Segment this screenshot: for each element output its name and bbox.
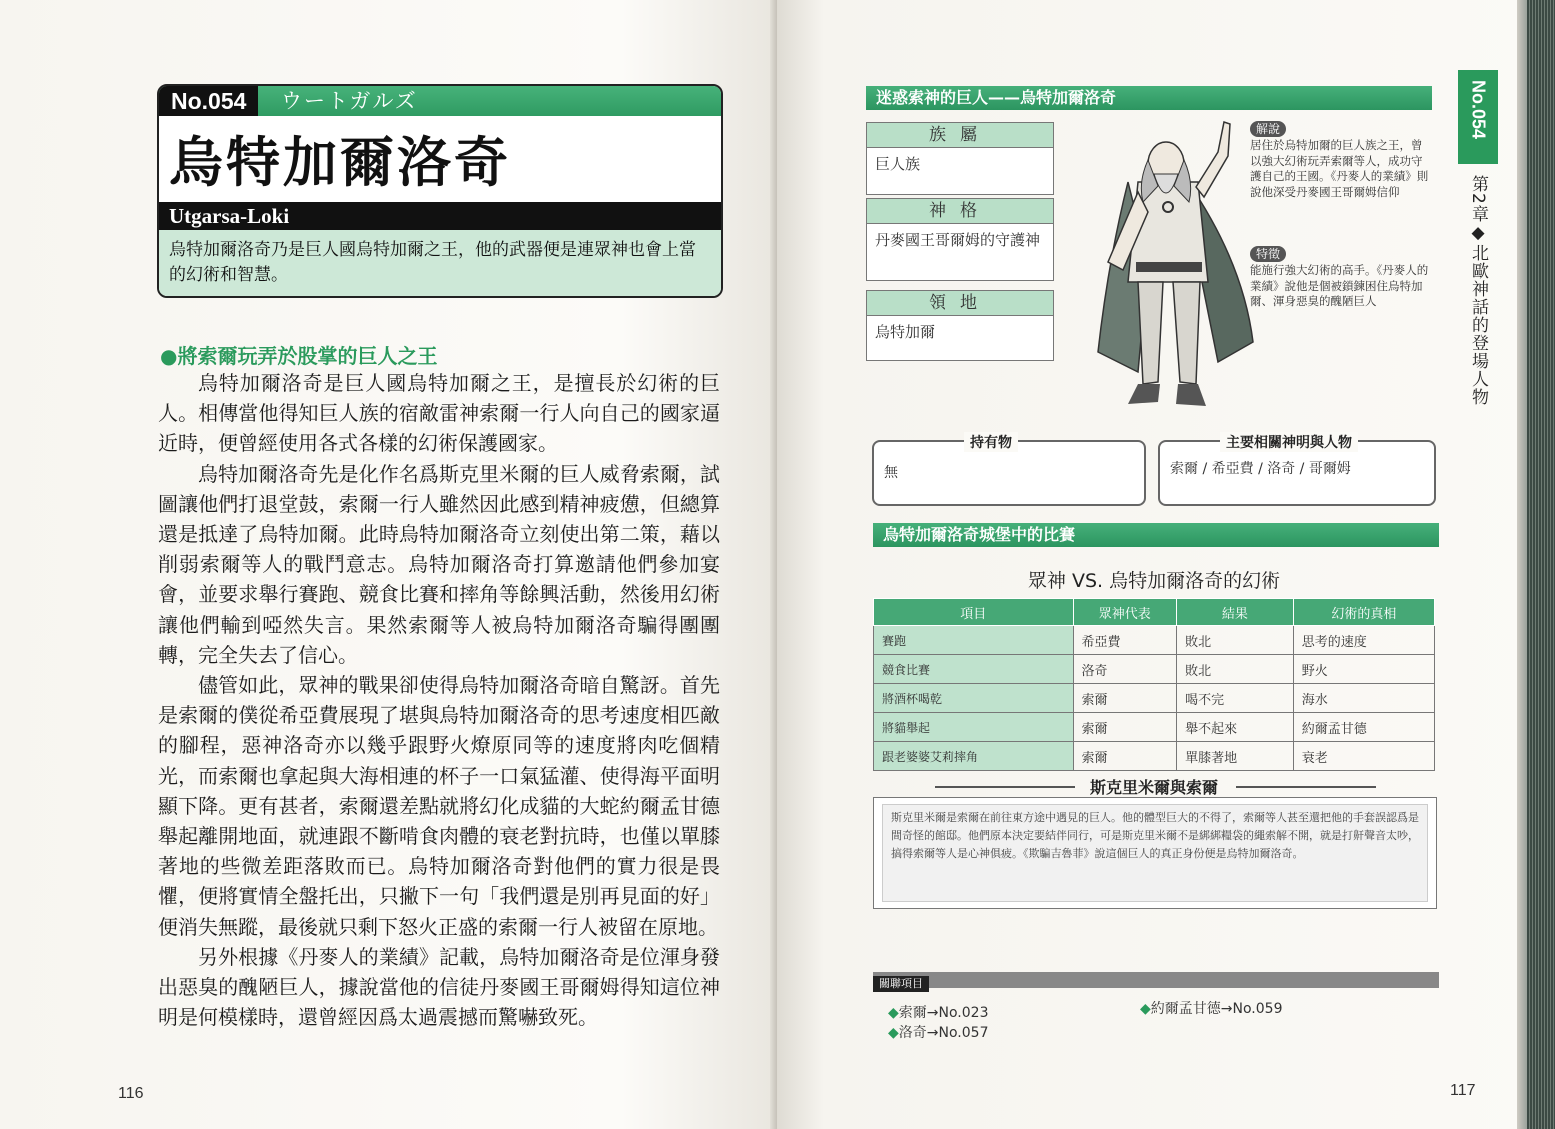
table-cell: 索爾 — [1073, 713, 1177, 742]
related-item-name: 洛奇 — [898, 1025, 927, 1041]
section-heading — [160, 340, 437, 369]
paragraph: 烏特加爾洛奇先是化作名爲斯克里米爾的巨人威脅索爾，試圖讓他們打退堂鼓，索爾一行人雖然因此感到精神疲憊，但總算還是抵達了烏特加爾。此時烏特加爾洛奇立刻使出第二策，藉以削弱索爾等人的戰鬥意志。烏特加爾洛奇打算邀請他們參加宴會，並要求舉行賽跑、競食比賽和摔角等餘興活動，然後用幻術讓他們輸到啞然失言。果然索爾等人被烏特加爾洛奇騙得團團轉，完全失去了信心。 — [158, 461, 720, 667]
side-tab-number-text: No.054 — [1468, 80, 1489, 140]
table-cell: 約爾孟甘德 — [1293, 713, 1434, 742]
table-row — [874, 655, 1435, 684]
katakana-name: ウートガルズ — [281, 89, 418, 113]
table-cell: 衰老 — [1293, 742, 1434, 771]
page-number-right: 117 — [1450, 1082, 1476, 1099]
note-tag-commentary: 解說 — [1250, 121, 1286, 137]
info-box-territory — [866, 290, 1054, 361]
info-box-race — [866, 122, 1054, 195]
entry-number-tag: No.054 — [159, 86, 258, 116]
related-gods-value: 索爾 / 希亞費 / 洛奇 / 哥爾姆 — [1170, 461, 1351, 477]
page-number-left: 116 — [118, 1085, 144, 1102]
related-item[interactable] — [888, 1002, 988, 1022]
section-heading-text: 將索爾玩弄於股掌的巨人之王 — [177, 344, 438, 368]
table-header-cell: 幻術的真相 — [1293, 599, 1434, 626]
related-item-name: 索爾 — [898, 1005, 927, 1021]
table-cell: 敗北 — [1177, 655, 1294, 684]
arrow-icon: → — [1220, 1001, 1233, 1017]
possession-value: 無 — [884, 465, 898, 481]
table-header-cell: 眾神代表 — [1073, 599, 1177, 626]
table-cell: 索爾 — [1073, 742, 1177, 771]
table-cell: 索爾 — [1073, 684, 1177, 713]
related-item-name: 約爾孟甘德 — [1150, 1001, 1221, 1017]
contest-table — [873, 598, 1435, 771]
table-header-cell: 項目 — [874, 599, 1074, 626]
table-cell: 競食比賽 — [874, 655, 1074, 684]
side-tab-number — [1458, 70, 1498, 164]
entry-header — [157, 84, 723, 298]
related-item[interactable] — [1140, 998, 1282, 1018]
table-cell: 將貓舉起 — [874, 713, 1074, 742]
diamond-icon: ◆ — [888, 1005, 899, 1021]
table-cell: 敗北 — [1177, 626, 1294, 655]
chapter-side-tab — [1458, 70, 1498, 1030]
related-items-bar — [873, 972, 1439, 988]
figure-section-bar: 迷惑索神的巨人——烏特加爾洛奇 — [866, 86, 1432, 110]
table-row — [874, 742, 1435, 771]
body-text — [158, 368, 720, 1032]
related-gods-title: 主要相關神明與人物 — [1220, 432, 1358, 452]
paragraph: 烏特加爾洛奇是巨人國烏特加爾之王，是擅長於幻術的巨人。相傳當他得知巨人族的宿敵雷神索爾一行人向自己的國家逼近時，便曾經使用各式各樣的幻術保護國家。 — [158, 371, 720, 456]
diamond-icon: ◆ — [888, 1025, 899, 1041]
arrow-icon: → — [926, 1005, 939, 1021]
table-cell: 跟老婆婆艾莉摔角 — [874, 742, 1074, 771]
story-title: 斯克里米爾與索爾 — [1089, 778, 1218, 797]
table-cell: 將酒杯喝乾 — [874, 684, 1074, 713]
related-gods-box — [1158, 435, 1436, 506]
table-row — [874, 626, 1435, 655]
note-text-commentary: 居住於烏特加爾的巨人族之王，曾以強大幻術玩弄索爾等人，成功守護自己的王國。《丹麥人的業績》則說他深受丹麥國王哥爾姆信仰 — [1250, 138, 1429, 199]
table-row — [874, 684, 1435, 713]
table-header-cell: 結果 — [1177, 599, 1294, 626]
bullet-dot-icon: ● — [160, 344, 178, 368]
table-cell: 希亞費 — [1073, 626, 1177, 655]
summary-text: 烏特加爾洛奇乃是巨人國烏特加爾之王，他的武器便是連眾神也會上當的幻術和智慧。 — [159, 230, 721, 296]
diamond-icon: ◆ — [1140, 1001, 1151, 1017]
table-cell: 思考的速度 — [1293, 626, 1434, 655]
paragraph: 儘管如此，眾神的戰果卻使得烏特加爾洛奇暗自驚訝。首先是索爾的僕從希亞費展現了堪與烏特加爾洛奇的思考速度相匹敵的腳程，惡神洛奇亦以幾乎跟野火燎原同等的速度將肉吃個精光，而索爾也拿起與大海相連的杯子一口氣猛灌、使得海平面明顯下降。更有甚者，索爾還差點就將幻化成貓的大蛇約爾孟甘德舉起離開地面，就連跟不斷啃食肉體的衰老對抗時，也僅以單膝著地的些微差距落敗而已。烏特加爾洛奇對他們的實力很是畏懼，便將實情全盤托出，只撇下一句「我們還是別再見面的好」便消失無蹤，最後就只剩下怒火正盛的索爾一行人被留在原地。 — [158, 673, 720, 939]
arrow-icon: → — [926, 1025, 939, 1041]
note-text-features: 能施行強大幻術的高手。《丹麥人的業績》說他是個被鎖鍊困住烏特加爾、渾身惡臭的醜陋巨人 — [1250, 263, 1429, 308]
info-label: 族屬 — [867, 123, 1053, 148]
table-cell: 洛奇 — [1073, 655, 1177, 684]
possession-title: 持有物 — [964, 432, 1018, 452]
table-row — [874, 713, 1435, 742]
page-edge — [1517, 0, 1527, 1129]
table-cell: 野火 — [1293, 655, 1434, 684]
page-title: 烏特加爾洛奇 — [169, 131, 511, 194]
related-items-label: 關聯項目 — [873, 976, 929, 992]
info-box-divinity — [866, 198, 1054, 281]
paragraph: 另外根據《丹麥人的業績》記載，烏特加爾洛奇是位渾身發出惡臭的醜陋巨人，據說當他的信徒丹麥國王哥爾姆得知這位神明是何模樣時，還曾經因爲太過震撼而驚嚇致死。 — [158, 944, 720, 1030]
related-item-ref: No.059 — [1232, 1001, 1283, 1017]
story-box — [873, 797, 1437, 909]
possession-box — [872, 435, 1146, 506]
contest-section-bar: 烏特加爾洛奇城堡中的比賽 — [873, 523, 1439, 547]
related-item-ref: No.057 — [938, 1025, 989, 1041]
table-cell: 喝不完 — [1177, 684, 1294, 713]
left-page — [0, 0, 777, 1129]
info-label: 領地 — [867, 291, 1053, 316]
table-cell: 海水 — [1293, 684, 1434, 713]
info-label: 神格 — [867, 199, 1053, 224]
giant-illustration — [1068, 112, 1268, 412]
table-header-row — [874, 599, 1435, 626]
note-tag-features: 特徵 — [1250, 246, 1286, 262]
related-item[interactable] — [888, 1022, 988, 1042]
table-cell: 舉不起來 — [1177, 713, 1294, 742]
story-text: 斯克里米爾是索爾在前往東方途中遇見的巨人。他的體型巨大的不得了，索爾等人甚至還把他的手套誤認爲是間奇怪的館邸。他們原本決定要結伴同行，可是斯克里米爾不是綁綁糧袋的繩索解不開，就是打鼾聲音太吵，搞得索爾等人是心神俱疲。《欺騙吉魯菲》說這個巨人的真正身份便是烏特加爾洛奇。 — [882, 804, 1428, 902]
side-tab-chapter: 第2章◆北歐神話的登場人物 — [1468, 175, 1488, 406]
info-value: 巨人族 — [875, 155, 921, 173]
info-value: 烏特加爾 — [875, 323, 936, 341]
latin-name: Utgarsa-Loki — [159, 202, 721, 230]
page-edge-stack — [1527, 0, 1555, 1129]
related-item-ref: No.023 — [938, 1005, 989, 1021]
table-cell: 賽跑 — [874, 626, 1074, 655]
info-value: 丹麥國王哥爾姆的守護神 — [875, 231, 1041, 249]
table-title: 眾神 VS. 烏特加爾洛奇的幻術 — [1027, 570, 1281, 592]
table-cell: 單膝著地 — [1177, 742, 1294, 771]
